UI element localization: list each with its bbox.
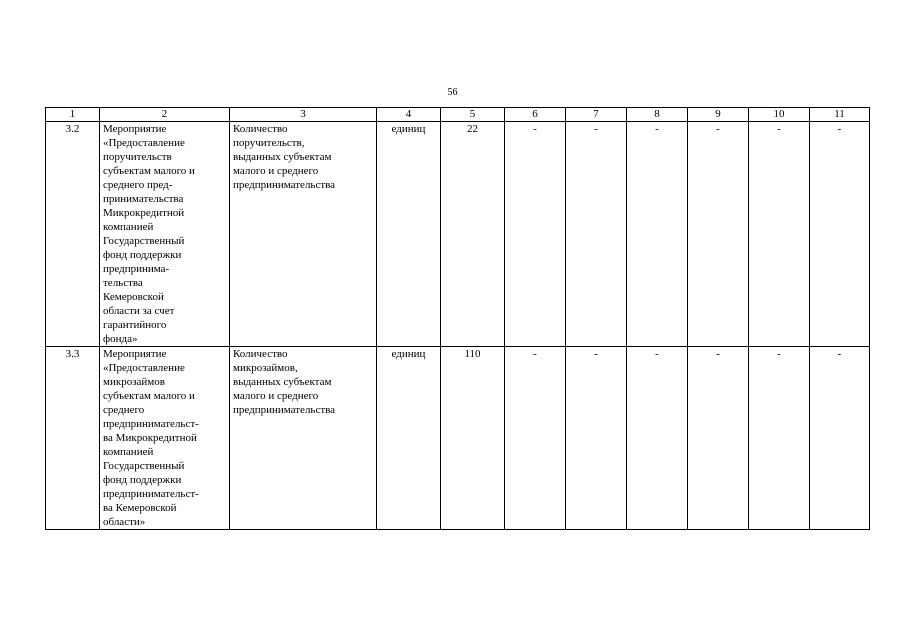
indicator-line: Количество [233,348,288,360]
indicator-line: предпринимательства [233,404,336,416]
event-name-line: Государственный [103,235,185,247]
event-name-line: ва Кемеровской [103,502,177,514]
indicator-line: микрозаймов, [233,362,298,374]
event-name-line: гарантийного [103,319,167,331]
event-name-line: «Предоставление [103,362,185,374]
event-name-line: компанией [103,446,154,458]
header-cell-3: 3 [230,108,377,122]
unit-cell: единиц [377,122,441,347]
event-name-line: предпринимательст- [103,418,199,430]
year-value-cell: - [627,122,688,347]
year-value-cell: - [688,347,749,530]
year-value-cell: - [566,347,627,530]
indicator-line: малого и среднего [233,165,319,177]
event-name-line: предпринимательст- [103,488,199,500]
table-row [46,122,870,347]
event-name-line: компанией [103,221,154,233]
header-cell-2: 2 [100,108,230,122]
indicator-line: выданных субъектам [233,376,332,388]
header-cell-10: 10 [749,108,810,122]
header-cell-11: 11 [810,108,870,122]
event-name-line: принимательства [103,193,184,205]
value-cell: 110 [441,347,505,530]
indicator-cell [230,347,377,530]
header-row [46,108,870,122]
year-value-cell: - [505,347,566,530]
indicator-line: поручительств, [233,137,305,149]
event-name-line: «Предоставление [103,137,185,149]
event-name-line: фонда» [103,333,138,345]
year-value-cell: - [566,122,627,347]
table-row [46,347,870,530]
event-name-line: области» [103,516,146,528]
event-name-line: Микрокредитной [103,207,185,219]
indicator-line: малого и среднего [233,390,319,402]
event-name-line: фонд поддержки [103,474,182,486]
event-name-line: микрозаймов [103,376,165,388]
year-value-cell: - [810,122,870,347]
event-name-line: субъектам малого и [103,390,195,402]
event-name-line: среднего пред- [103,179,173,191]
header-cell-4: 4 [377,108,441,122]
indicator-line: выданных субъектам [233,151,332,163]
event-name-cell [100,122,230,347]
unit-cell: единиц [377,347,441,530]
header-cell-8: 8 [627,108,688,122]
indicator-line: предпринимательства [233,179,336,191]
event-name-line: среднего [103,404,145,416]
indicator-line: Количество [233,123,288,135]
header-cell-1: 1 [46,108,100,122]
header-cell-7: 7 [566,108,627,122]
year-value-cell: - [749,122,810,347]
row-number-cell: 3.3 [46,347,100,530]
event-name-line: Мероприятие [103,348,167,360]
value-cell: 22 [441,122,505,347]
year-value-cell: - [688,122,749,347]
table-body [46,122,870,530]
header-cell-9: 9 [688,108,749,122]
header-cell-5: 5 [441,108,505,122]
event-name-line: области за счет [103,305,175,317]
event-name-line: поручительств [103,151,172,163]
event-name-line: Мероприятие [103,123,167,135]
event-name-cell [100,347,230,530]
data-table [45,107,870,530]
event-name-line: предпринима- [103,263,170,275]
page-number: 56 [447,87,458,98]
row-number-cell: 3.2 [46,122,100,347]
event-name-line: фонд поддержки [103,249,182,261]
event-name-line: субъектам малого и [103,165,195,177]
event-name-line: ва Микрокредитной [103,432,197,444]
year-value-cell: - [627,347,688,530]
event-name-line: Государственный [103,460,185,472]
year-value-cell: - [505,122,566,347]
event-name-line: Кемеровской [103,291,164,303]
header-cell-6: 6 [505,108,566,122]
event-name-line: тельства [103,277,143,289]
indicator-cell [230,122,377,347]
year-value-cell: - [749,347,810,530]
year-value-cell: - [810,347,870,530]
